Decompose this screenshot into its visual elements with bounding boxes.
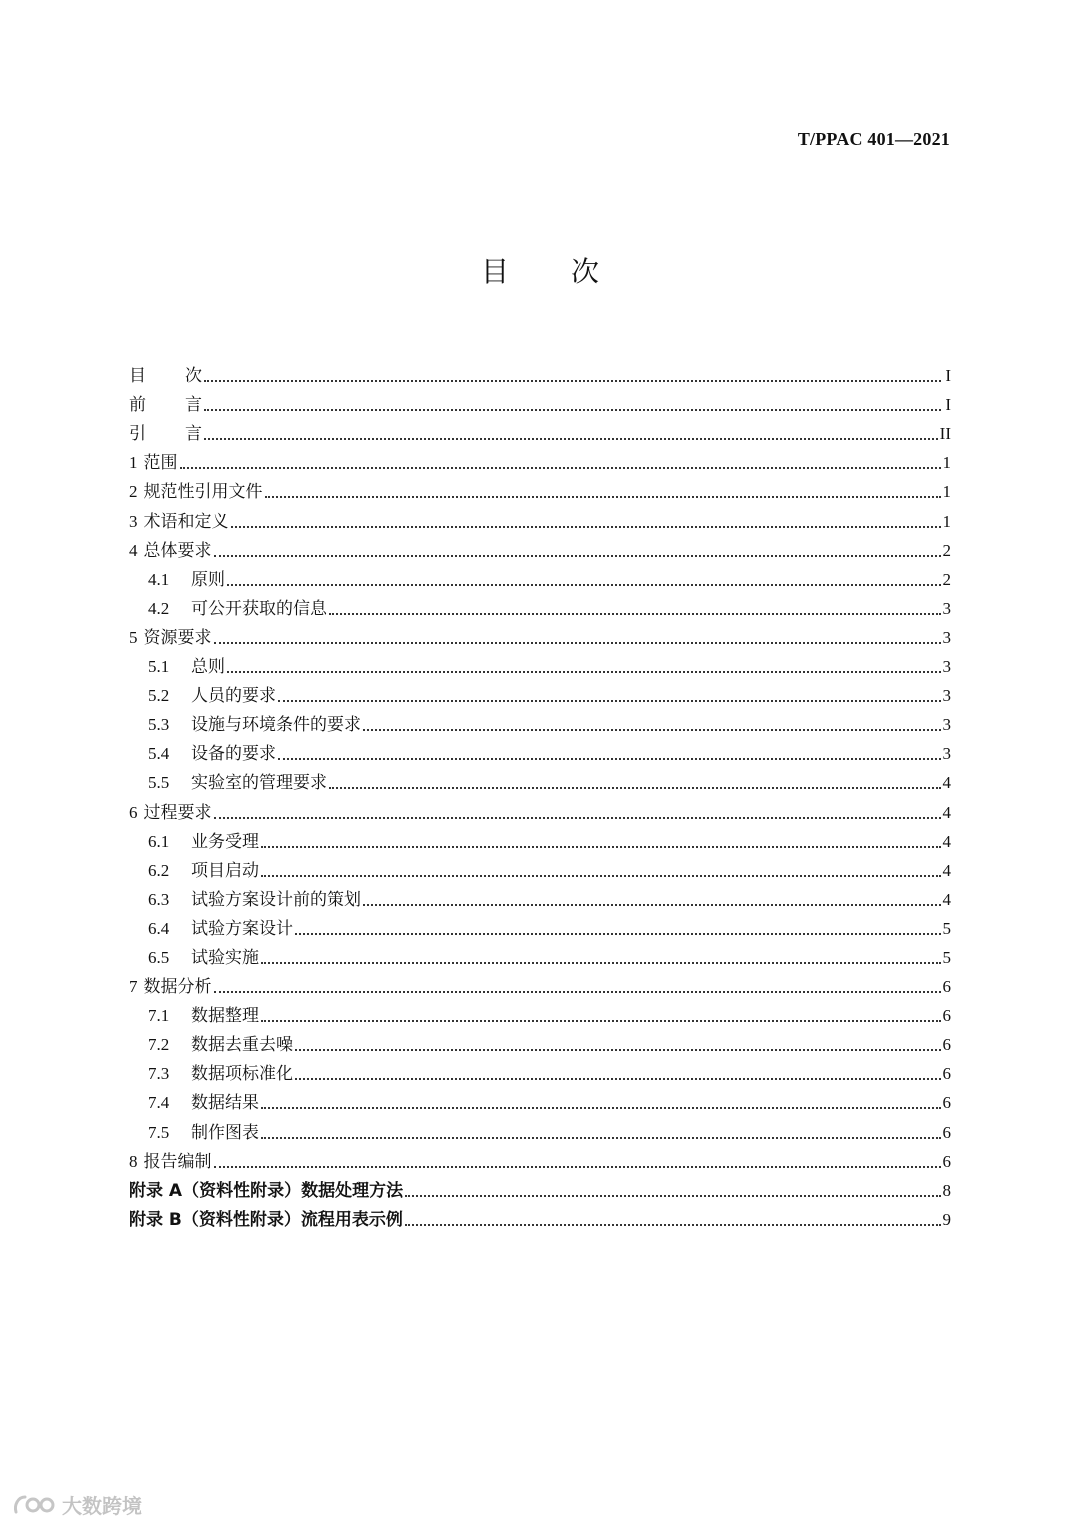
- toc-dot-leader: [261, 846, 941, 848]
- toc-entry[interactable]: [129, 681, 951, 710]
- toc-dot-leader: [278, 758, 941, 760]
- toc-entry-number: 5.4: [148, 744, 170, 764]
- toc-entry-title: 附录 A（资料性附录）数据处理方法: [129, 1180, 404, 1201]
- toc-entry-page: 4: [942, 802, 951, 822]
- toc-entry[interactable]: [129, 710, 951, 739]
- toc-dot-leader: [405, 1224, 941, 1226]
- toc-entry-number: 7: [129, 977, 138, 997]
- toc-entry-page: 3: [942, 598, 951, 618]
- toc-entry-page: 5: [942, 947, 951, 967]
- toc-dot-leader: [214, 555, 941, 557]
- toc-entry-title: 可公开获取的信息: [191, 598, 327, 619]
- toc-entry[interactable]: [129, 1088, 951, 1117]
- toc-entry-title: 数据分析: [143, 977, 212, 998]
- toc-entry[interactable]: [129, 506, 951, 535]
- toc-entry-page: 6: [942, 1093, 951, 1113]
- toc-entry[interactable]: [129, 565, 951, 594]
- toc-entry-title: 前言: [129, 395, 241, 416]
- toc-dot-leader: [363, 729, 941, 731]
- toc-entry-title: 试验方案设计: [191, 918, 293, 939]
- toc-entry-page: 9: [942, 1209, 951, 1229]
- toc-dot-leader: [261, 1107, 941, 1109]
- toc-dot-leader: [227, 584, 941, 586]
- toc-entry[interactable]: [129, 943, 951, 972]
- title-char-2: 次: [571, 255, 600, 288]
- toc-entry-number: 6.3: [148, 889, 170, 909]
- toc-entry-number: 4.1: [148, 569, 170, 589]
- toc-dot-leader: [261, 962, 941, 964]
- toc-entry[interactable]: [129, 1176, 951, 1205]
- toc-entry-page: 2: [942, 569, 951, 589]
- toc-entry-title: 目次: [129, 366, 241, 387]
- toc-dot-leader: [261, 1137, 941, 1139]
- toc-entry-title: 范围: [143, 453, 178, 474]
- watermark: [12, 1490, 142, 1519]
- toc-entry[interactable]: [129, 448, 951, 477]
- toc-entry-title: 人员的要求: [191, 686, 276, 707]
- toc-entry-number: 4: [129, 540, 138, 560]
- toc-entry[interactable]: [129, 768, 951, 797]
- toc-entry-page: 4: [942, 889, 951, 909]
- toc-entry-number: 6.5: [148, 947, 170, 967]
- toc-dot-leader: [278, 700, 941, 702]
- toc-dot-leader: [180, 467, 941, 469]
- toc-entry-page: II: [939, 424, 951, 444]
- logo-icon: [12, 1493, 58, 1517]
- toc-dot-leader: [204, 438, 938, 440]
- toc-entry[interactable]: [129, 827, 951, 856]
- toc-dot-leader: [214, 642, 941, 644]
- toc-dot-leader: [231, 526, 941, 528]
- toc-entry-number: 6: [129, 802, 138, 822]
- toc-entry[interactable]: [129, 1059, 951, 1088]
- toc-entry-page: 6: [942, 1151, 951, 1171]
- toc-entry-number: 5.1: [148, 657, 170, 677]
- toc-entry-title: 数据整理: [191, 1006, 259, 1027]
- toc-entry-page: 3: [942, 627, 951, 647]
- toc-entry-page: 3: [942, 686, 951, 706]
- toc-entry-page: 1: [942, 453, 951, 473]
- toc-entry-page: 6: [942, 1006, 951, 1026]
- toc-entry-title: 原则: [191, 569, 225, 590]
- toc-entry-title: 业务受理: [191, 831, 259, 852]
- toc-entry-page: 3: [942, 657, 951, 677]
- toc-dot-leader: [214, 991, 941, 993]
- page-title: [0, 250, 1080, 290]
- toc-dot-leader: [204, 380, 941, 382]
- table-of-contents: [129, 361, 951, 1234]
- toc-entry-title: 设施与环境条件的要求: [191, 715, 361, 736]
- toc-entry-page: 6: [942, 1035, 951, 1055]
- toc-entry[interactable]: [129, 536, 951, 565]
- toc-entry-number: 2: [129, 482, 138, 502]
- toc-entry[interactable]: [129, 1205, 951, 1234]
- toc-entry-title: 规范性引用文件: [143, 482, 263, 503]
- toc-entry-title: 制作图表: [191, 1122, 259, 1143]
- toc-entry-number: 8: [129, 1151, 138, 1171]
- toc-entry-number: 5.3: [148, 715, 170, 735]
- toc-dot-leader: [261, 875, 941, 877]
- toc-entry[interactable]: [129, 856, 951, 885]
- toc-entry[interactable]: [129, 885, 951, 914]
- toc-entry[interactable]: [129, 361, 951, 390]
- toc-entry-title: 总体要求: [143, 540, 212, 561]
- toc-entry[interactable]: [129, 652, 951, 681]
- toc-entry[interactable]: [129, 594, 951, 623]
- toc-entry[interactable]: [129, 739, 951, 768]
- toc-entry-title: 术语和定义: [143, 511, 229, 532]
- toc-entry-number: 3: [129, 511, 138, 531]
- toc-entry-number: 7.3: [148, 1064, 170, 1084]
- toc-dot-leader: [204, 409, 941, 411]
- toc-entry-number: 7.4: [148, 1093, 170, 1113]
- toc-entry-page: 4: [942, 860, 951, 880]
- toc-entry-number: 6.2: [148, 860, 170, 880]
- toc-dot-leader: [329, 613, 941, 615]
- toc-entry-title: 试验实施: [191, 947, 259, 968]
- toc-entry-title: 资源要求: [143, 627, 212, 648]
- toc-entry[interactable]: [129, 477, 951, 506]
- toc-dot-leader: [214, 817, 941, 819]
- toc-entry[interactable]: [129, 1030, 951, 1059]
- toc-entry-title: 数据项标准化: [191, 1064, 293, 1085]
- toc-dot-leader: [295, 1078, 941, 1080]
- toc-entry[interactable]: [129, 914, 951, 943]
- toc-dot-leader: [295, 933, 941, 935]
- toc-entry-number: 4.2: [148, 598, 170, 618]
- toc-entry-number: 1: [129, 453, 138, 473]
- toc-entry-page: 6: [942, 977, 951, 997]
- toc-entry-number: 5.2: [148, 686, 170, 706]
- toc-entry-page: 3: [942, 715, 951, 735]
- toc-entry-number: 6.1: [148, 831, 170, 851]
- toc-entry[interactable]: [129, 1147, 951, 1176]
- toc-dot-leader: [265, 496, 941, 498]
- toc-entry-page: I: [945, 395, 951, 415]
- toc-entry-page: 2: [942, 540, 951, 560]
- toc-dot-leader: [261, 1020, 941, 1022]
- toc-entry[interactable]: [129, 797, 951, 826]
- document-code: T/PPAC 401—2021: [797, 129, 950, 149]
- toc-entry-title: 数据去重去噪: [191, 1035, 293, 1056]
- toc-entry[interactable]: [129, 1117, 951, 1146]
- toc-entry-number: 7.5: [148, 1122, 170, 1142]
- toc-entry-page: 6: [942, 1122, 951, 1142]
- toc-entry-number: 6.4: [148, 918, 170, 938]
- toc-entry-page: 4: [942, 831, 951, 851]
- toc-entry[interactable]: [129, 972, 951, 1001]
- toc-entry-page: I: [945, 366, 951, 386]
- toc-entry-page: 8: [942, 1180, 951, 1200]
- watermark-text: 大数跨境: [62, 1494, 142, 1518]
- toc-dot-leader: [227, 671, 941, 673]
- toc-entry-page: 4: [942, 773, 951, 793]
- toc-entry-number: 5.5: [148, 773, 170, 793]
- toc-entry-title: 引言: [129, 424, 241, 445]
- toc-dot-leader: [363, 904, 941, 906]
- toc-entry-page: 3: [942, 744, 951, 764]
- title-char-1: 目: [480, 255, 509, 288]
- toc-entry-title: 过程要求: [143, 802, 212, 823]
- toc-entry[interactable]: [129, 419, 951, 448]
- toc-entry-title: 试验方案设计前的策划: [191, 889, 361, 910]
- toc-entry-number: 7.1: [148, 1006, 170, 1026]
- toc-dot-leader: [295, 1049, 941, 1051]
- toc-entry-title: 总则: [191, 657, 225, 678]
- toc-entry-page: 6: [942, 1064, 951, 1084]
- toc-entry-title: 实验室的管理要求: [191, 773, 327, 794]
- toc-entry-page: 1: [942, 482, 951, 502]
- toc-entry-title: 设备的要求: [191, 744, 276, 765]
- toc-dot-leader: [405, 1195, 940, 1197]
- toc-entry-title: 附录 B（资料性附录）流程用表示例: [129, 1209, 403, 1230]
- toc-entry[interactable]: [129, 623, 951, 652]
- toc-entry-title: 数据结果: [191, 1093, 259, 1114]
- toc-entry-number: 5: [129, 627, 138, 647]
- toc-dot-leader: [214, 1166, 941, 1168]
- toc-entry-title: 报告编制: [143, 1151, 212, 1172]
- toc-entry-title: 项目启动: [191, 860, 259, 881]
- toc-entry[interactable]: [129, 1001, 951, 1030]
- toc-entry-page: 1: [942, 511, 951, 531]
- toc-entry[interactable]: [129, 390, 951, 419]
- toc-entry-number: 7.2: [148, 1035, 170, 1055]
- toc-entry-page: 5: [942, 918, 951, 938]
- toc-dot-leader: [329, 787, 941, 789]
